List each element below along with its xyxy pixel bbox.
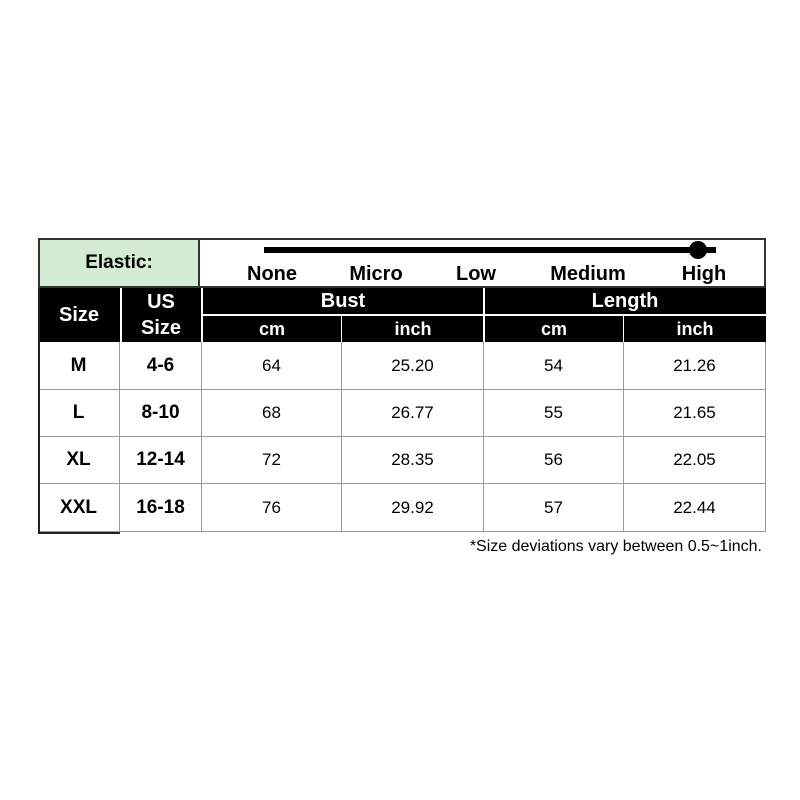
header-us-size-line1: US (147, 291, 175, 313)
table-body (38, 342, 766, 532)
table-cell-us-size: 4-6 (120, 342, 202, 390)
table-cell-us-size: 16-18 (120, 484, 202, 532)
table-cell-length-inch: 21.65 (624, 390, 766, 437)
header-us-size-line2: Size (140, 317, 182, 339)
header-divider (623, 316, 624, 342)
header-length-text: Length (591, 289, 659, 312)
elastic-scale-indicator (689, 241, 707, 259)
header-bust (202, 288, 484, 314)
table-cell-length-cm: 56 (484, 437, 624, 484)
table-cell-bust-inch: 25.20 (342, 342, 484, 390)
table-cell-us-size: 8-10 (120, 390, 202, 437)
table-cell-bust-cm: 68 (202, 390, 342, 437)
table-cell-size: L (38, 390, 120, 437)
elastic-label (38, 238, 200, 288)
elastic-level-low: Low (456, 262, 496, 285)
header-bust-text: Bust (320, 289, 366, 312)
header-length-cm: cm (484, 316, 624, 342)
elastic-label-text: Elastic: (85, 252, 153, 273)
table-cell-bust-inch: 29.92 (342, 484, 484, 532)
header-us-size (120, 288, 202, 342)
elastic-level-high: High (681, 262, 727, 285)
table-border (38, 532, 120, 534)
table-cell-us-size: 12-14 (120, 437, 202, 484)
table-cell-length-inch: 22.44 (624, 484, 766, 532)
table-cell-bust-cm: 72 (202, 437, 342, 484)
table-cell-bust-cm: 76 (202, 484, 342, 532)
table-cell-size: M (38, 342, 120, 390)
table-cell-length-inch: 21.26 (624, 342, 766, 390)
header-size-text: Size (58, 303, 100, 326)
table-cell-bust-cm: 64 (202, 342, 342, 390)
elastic-level-micro: Micro (349, 262, 403, 285)
footnote: *Size deviations vary between 0.5~1inch. (469, 538, 762, 555)
table-cell-length-cm: 55 (484, 390, 624, 437)
header-length-inch: inch (624, 316, 766, 342)
table-cell-size: XL (38, 437, 120, 484)
table-cell-size: XXL (38, 484, 120, 532)
elastic-level-none: None (247, 262, 297, 285)
header-size (38, 288, 120, 342)
header-divider (341, 316, 342, 342)
table-cell-length-cm: 57 (484, 484, 624, 532)
elastic-level-medium: Medium (550, 262, 626, 285)
table-cell-length-cm: 54 (484, 342, 624, 390)
header-length (484, 288, 766, 314)
header-bust-cm: cm (202, 316, 342, 342)
table-cell-bust-inch: 28.35 (342, 437, 484, 484)
table-cell-length-inch: 22.05 (624, 437, 766, 484)
table-border (38, 288, 40, 534)
header-divider (120, 288, 122, 342)
header-divider (202, 314, 766, 316)
elastic-scale-track (264, 247, 716, 253)
table-cell-bust-inch: 26.77 (342, 390, 484, 437)
header-bust-inch: inch (342, 316, 484, 342)
